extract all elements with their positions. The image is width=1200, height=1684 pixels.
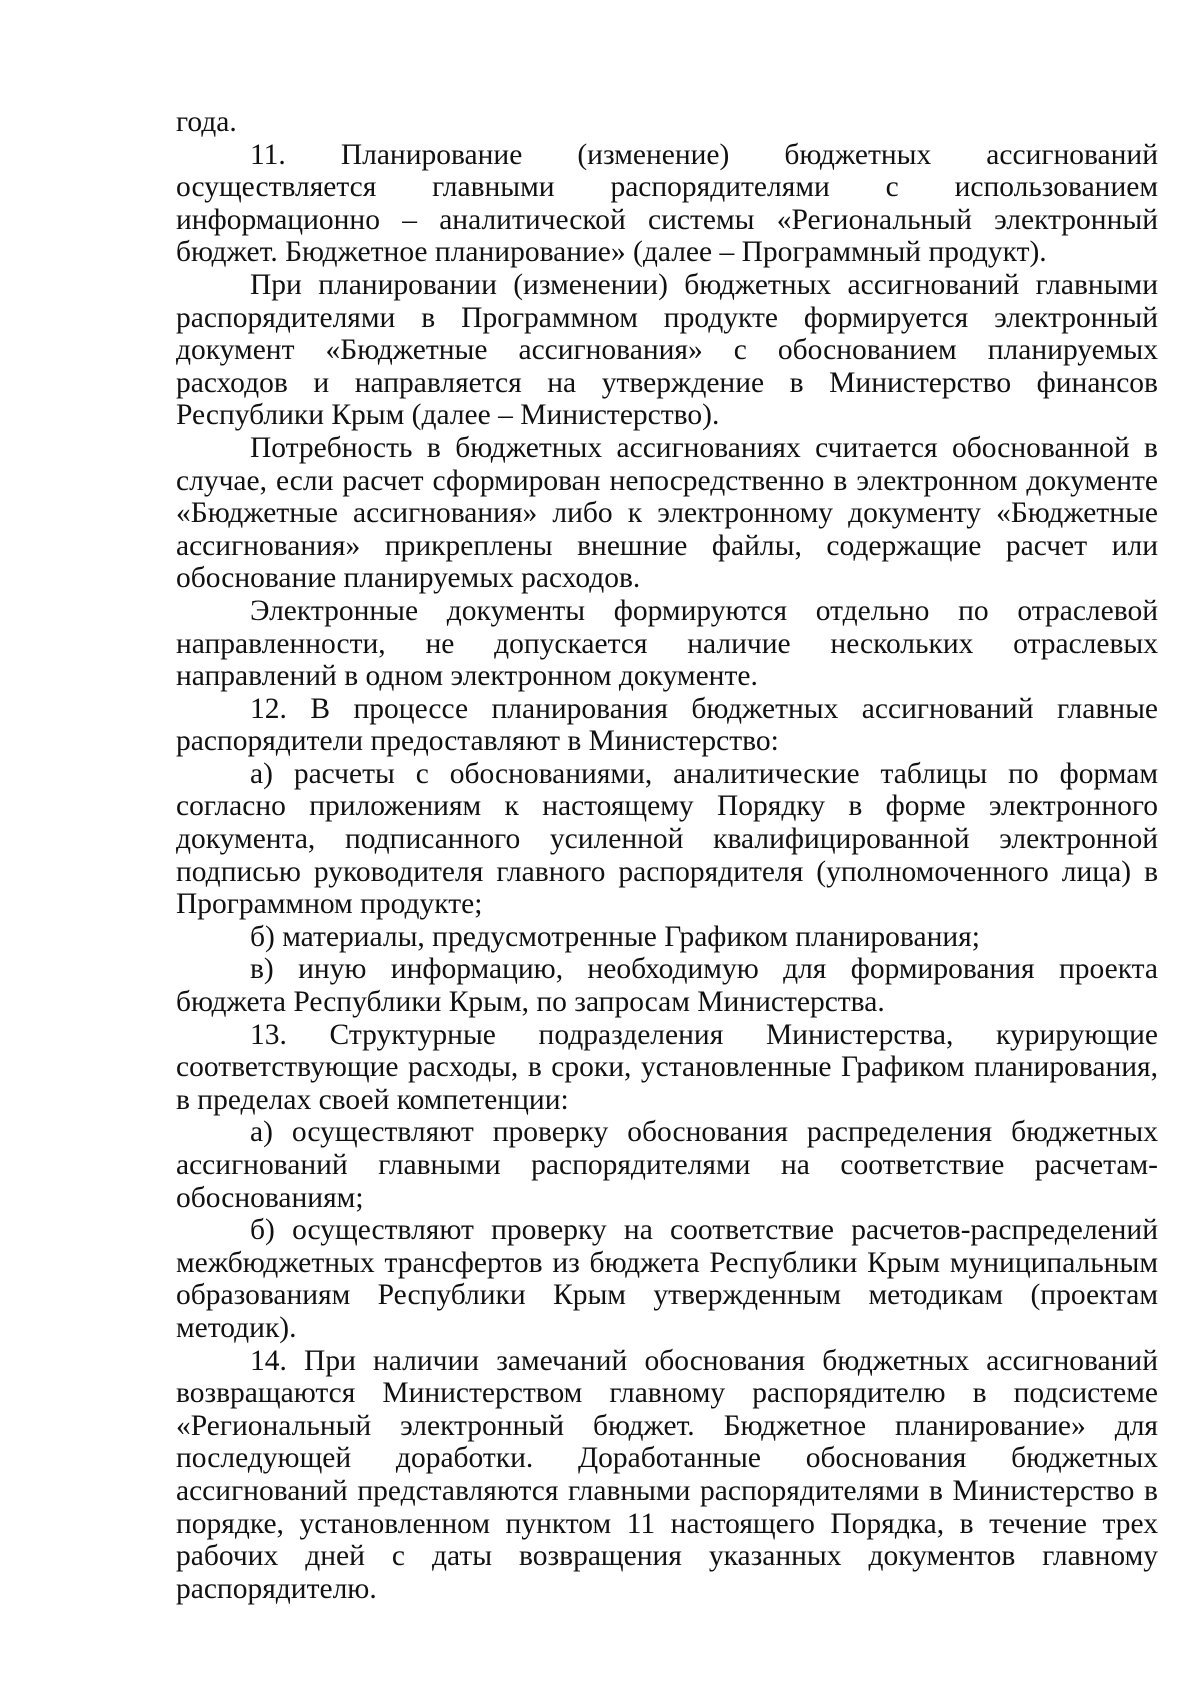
paragraph-item-12-v: в) иную информацию, необходимую для формирования проекта бюджета Республики Крым, по запросам Министерства. (176, 953, 1158, 1019)
document-body (176, 106, 1158, 1605)
paragraph-item-12-a: а) расчеты с обоснованиями, аналитические таблицы по формам согласно приложениям к настоящему Порядку в форме электронного документа, подписанного усиленной квалифицированной электронной подписью руководителя главного распорядителя (уполномоченного лица) в Программном продукте; (176, 757, 1158, 921)
paragraph-item-12: 12. В процессе планирования бюджетных ассигнований главные распорядители предоставляют в Министерство: (176, 692, 1158, 758)
paragraph-continuation: года. (176, 106, 237, 138)
paragraph-item-12-b: б) материалы, предусмотренные Графиком планирования; (250, 920, 980, 953)
paragraph-justification: Потребность в бюджетных ассигнованиях считается обоснованной в случае, если расчет сформирован непосредственно в электронном документе «Бюджетные ассигнования» либо к электронному документу «Бюджетные ассигнования» прикреплены внешние файлы, содержащие расчет или обоснование планируемых расходов. (176, 431, 1158, 595)
paragraph-electronic-documents: Электронные документы формируются отдельно по отраслевой направленности, не допускается наличие нескольких отраслевых направлений в одном электронном документе. (176, 594, 1158, 693)
paragraph-item-14: 14. При наличии замечаний обоснования бюджетных ассигнований возвращаются Министерством главному распорядителю в подсистеме «Региональный электронный бюджет. Бюджетное планирование» для последующей доработки. Доработанные обоснования бюджетных ассигнований представляются главными распорядителями в Министерство в порядке, установленном пунктом 11 настоящего Порядка, в течение трех рабочих дней с даты возвращения указанных документов главному распорядителю. (176, 1344, 1158, 1605)
paragraph-item-13-a: а) осуществляют проверку обоснования распределения бюджетных ассигнований главными распорядителями на соответствие расчетам-обоснованиям; (176, 1116, 1158, 1214)
paragraph-item-11: 11. Планирование (изменение) бюджетных ассигнований осуществляется главными распорядителями с использованием информационно – аналитической системы «Региональный электронный бюджет. Бюджетное планирование» (далее – Программный продукт). (176, 138, 1158, 269)
paragraph-planning-document: При планировании (изменении) бюджетных ассигнований главными распорядителями в Программном продукте формируется электронный документ «Бюджетные ассигнования» с обоснованием планируемых расходов и направляется на утверждение в Министерство финансов Республики Крым (далее – Министерство). (176, 268, 1158, 432)
paragraph-item-13-b: б) осуществляют проверку на соответствие расчетов-распределений межбюджетных трансфертов из бюджета Республики Крым муниципальным образованиям Республики Крым утвержденным методикам (проектам методик). (176, 1214, 1158, 1344)
paragraph-item-13: 13. Структурные подразделения Министерства, курирующие соответствующие расходы, в сроки, установленные Графиком планирования, в пределах своей компетенции: (176, 1018, 1158, 1116)
